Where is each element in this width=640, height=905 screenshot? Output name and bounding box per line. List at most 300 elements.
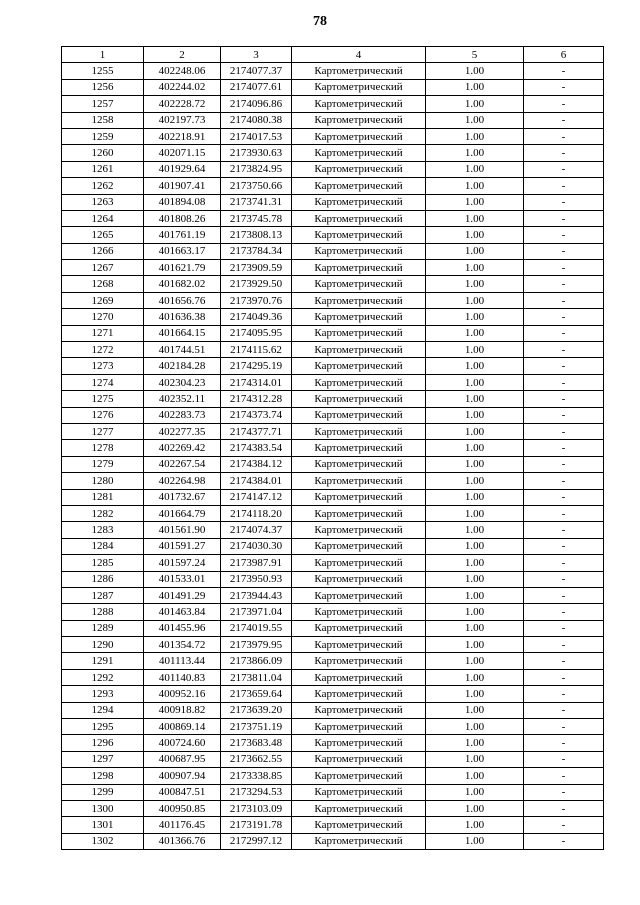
table-cell: Картометрический	[292, 784, 426, 800]
table-row	[62, 686, 604, 702]
table-cell: 1288	[62, 604, 144, 620]
column-header: 2	[144, 47, 221, 63]
table-cell: -	[524, 325, 604, 341]
table-cell: Картометрический	[292, 407, 426, 423]
table-cell: Картометрический	[292, 571, 426, 587]
table-cell: 1.00	[426, 522, 524, 538]
table-cell: 1.00	[426, 735, 524, 751]
table-row	[62, 604, 604, 620]
table-cell: 2174118.20	[221, 505, 292, 521]
table-cell: 401744.51	[144, 342, 221, 358]
table-cell: Картометрический	[292, 243, 426, 259]
table-cell: 1.00	[426, 112, 524, 128]
table-cell: 2173971.04	[221, 604, 292, 620]
table-cell: 1.00	[426, 161, 524, 177]
table-cell: 2173944.43	[221, 587, 292, 603]
table-cell: 400687.95	[144, 751, 221, 767]
table-row	[62, 391, 604, 407]
table-cell: 402248.06	[144, 63, 221, 79]
table-row	[62, 161, 604, 177]
table-row	[62, 63, 604, 79]
table-cell: 401591.27	[144, 538, 221, 554]
table-row	[62, 571, 604, 587]
table-cell: -	[524, 702, 604, 718]
table-cell: 401491.29	[144, 587, 221, 603]
table-cell: Картометрический	[292, 800, 426, 816]
table-row	[62, 637, 604, 653]
table-cell: 401894.08	[144, 194, 221, 210]
table-cell: 2173970.76	[221, 292, 292, 308]
table-cell: 1299	[62, 784, 144, 800]
page-number: 78	[313, 14, 327, 29]
table-cell: 1297	[62, 751, 144, 767]
table-row	[62, 784, 604, 800]
table-cell: 400950.85	[144, 800, 221, 816]
table-cell: Картометрический	[292, 145, 426, 161]
table-cell: -	[524, 440, 604, 456]
table-cell: Картометрический	[292, 423, 426, 439]
table-row	[62, 587, 604, 603]
table-cell: 1287	[62, 587, 144, 603]
table-row	[62, 505, 604, 521]
table-cell: 1.00	[426, 145, 524, 161]
table-cell: -	[524, 423, 604, 439]
table-cell: 1286	[62, 571, 144, 587]
table-cell: 2173808.13	[221, 227, 292, 243]
table-cell: -	[524, 227, 604, 243]
table-row	[62, 653, 604, 669]
table-cell: 401664.79	[144, 505, 221, 521]
table-row	[62, 423, 604, 439]
table-cell: 2174095.95	[221, 325, 292, 341]
table-cell: 1264	[62, 210, 144, 226]
table-cell: 2173979.95	[221, 637, 292, 653]
table-cell: Картометрический	[292, 702, 426, 718]
table-row	[62, 96, 604, 112]
table-cell: 1.00	[426, 555, 524, 571]
table-row	[62, 456, 604, 472]
table-cell: 402277.35	[144, 423, 221, 439]
table-cell: 2174096.86	[221, 96, 292, 112]
table-row	[62, 178, 604, 194]
table-cell: 1.00	[426, 227, 524, 243]
table-cell: 1284	[62, 538, 144, 554]
table-cell: 1266	[62, 243, 144, 259]
table-cell: 400907.94	[144, 768, 221, 784]
table-cell: Картометрический	[292, 604, 426, 620]
table-cell: 2174017.53	[221, 128, 292, 144]
table-cell: 1256	[62, 79, 144, 95]
table-cell: -	[524, 374, 604, 390]
table-cell: 1.00	[426, 423, 524, 439]
table-cell: 1278	[62, 440, 144, 456]
table-cell: 1.00	[426, 391, 524, 407]
table-cell: 1267	[62, 260, 144, 276]
table-cell: Картометрический	[292, 653, 426, 669]
table-row	[62, 276, 604, 292]
table-cell: 1.00	[426, 342, 524, 358]
table-cell: 2173866.09	[221, 653, 292, 669]
table-cell: 402267.54	[144, 456, 221, 472]
table-cell: 1270	[62, 309, 144, 325]
table-cell: 1255	[62, 63, 144, 79]
table-cell: 1.00	[426, 456, 524, 472]
table-cell: -	[524, 178, 604, 194]
table-cell: 2173662.55	[221, 751, 292, 767]
table-cell: 2172997.12	[221, 833, 292, 849]
table-cell: Картометрический	[292, 735, 426, 751]
table-cell: 1.00	[426, 784, 524, 800]
table-cell: -	[524, 276, 604, 292]
table-cell: 1296	[62, 735, 144, 751]
table-cell: Картометрический	[292, 833, 426, 849]
table-cell: 2174080.38	[221, 112, 292, 128]
table-cell: 2174077.37	[221, 63, 292, 79]
table-cell: 1.00	[426, 276, 524, 292]
table-cell: -	[524, 489, 604, 505]
table-cell: 1.00	[426, 538, 524, 554]
table-cell: 1.00	[426, 587, 524, 603]
table-cell: -	[524, 145, 604, 161]
table-cell: -	[524, 620, 604, 636]
table-cell: Картометрический	[292, 292, 426, 308]
table-row	[62, 358, 604, 374]
table-cell: 401366.76	[144, 833, 221, 849]
table-row	[62, 800, 604, 816]
table-cell: Картометрический	[292, 178, 426, 194]
table-row	[62, 79, 604, 95]
table-cell: -	[524, 309, 604, 325]
table-cell: 1259	[62, 128, 144, 144]
table-cell: -	[524, 161, 604, 177]
table-cell: 1268	[62, 276, 144, 292]
table-cell: 402228.72	[144, 96, 221, 112]
table-cell: 401636.38	[144, 309, 221, 325]
table-cell: -	[524, 571, 604, 587]
table-row	[62, 817, 604, 833]
table-cell: 1258	[62, 112, 144, 128]
table-cell: 1275	[62, 391, 144, 407]
column-header: 6	[524, 47, 604, 63]
table-cell: 1.00	[426, 243, 524, 259]
table-cell: 2173683.48	[221, 735, 292, 751]
table-cell: 2173987.91	[221, 555, 292, 571]
table-cell: 1277	[62, 423, 144, 439]
table-cell: Картометрический	[292, 112, 426, 128]
table-cell: 401664.15	[144, 325, 221, 341]
table-cell: 1.00	[426, 79, 524, 95]
table-cell: -	[524, 260, 604, 276]
table-cell: 1.00	[426, 292, 524, 308]
table-cell: 1.00	[426, 719, 524, 735]
table-cell: 1.00	[426, 505, 524, 521]
table-cell: 402071.15	[144, 145, 221, 161]
table-cell: 1.00	[426, 669, 524, 685]
table-cell: Картометрический	[292, 620, 426, 636]
table-row	[62, 702, 604, 718]
table-cell: -	[524, 407, 604, 423]
table-cell: -	[524, 210, 604, 226]
table-cell: Картометрический	[292, 817, 426, 833]
table-cell: 2173929.50	[221, 276, 292, 292]
table-cell: -	[524, 768, 604, 784]
table-cell: 2173659.64	[221, 686, 292, 702]
table-body	[62, 63, 604, 850]
table-row	[62, 292, 604, 308]
column-header: 1	[62, 47, 144, 63]
table-row	[62, 669, 604, 685]
table-cell: Картометрический	[292, 342, 426, 358]
table-cell: 2173191.78	[221, 817, 292, 833]
table-row	[62, 538, 604, 554]
table-cell: 2173745.78	[221, 210, 292, 226]
table-cell: 1293	[62, 686, 144, 702]
table-cell: 1283	[62, 522, 144, 538]
table-row	[62, 145, 604, 161]
table-cell: 401354.72	[144, 637, 221, 653]
table-cell: 401113.44	[144, 653, 221, 669]
table-cell: Картометрический	[292, 522, 426, 538]
table-cell: 400847.51	[144, 784, 221, 800]
table-cell: 2173751.19	[221, 719, 292, 735]
table-cell: 1.00	[426, 637, 524, 653]
table-cell: -	[524, 637, 604, 653]
table-cell: Картометрический	[292, 260, 426, 276]
table-cell: 1263	[62, 194, 144, 210]
table-cell: 401561.90	[144, 522, 221, 538]
table-cell: 400724.60	[144, 735, 221, 751]
table-cell: -	[524, 292, 604, 308]
column-header: 4	[292, 47, 426, 63]
table-cell: 1.00	[426, 374, 524, 390]
table-cell: 2173909.59	[221, 260, 292, 276]
table-cell: -	[524, 79, 604, 95]
table-cell: 2174019.55	[221, 620, 292, 636]
table-cell: 402197.73	[144, 112, 221, 128]
table-row	[62, 522, 604, 538]
table-cell: 1262	[62, 178, 144, 194]
table-cell: Картометрический	[292, 210, 426, 226]
table-row	[62, 342, 604, 358]
table-cell: Картометрический	[292, 79, 426, 95]
table-cell: -	[524, 112, 604, 128]
table-cell: 401533.01	[144, 571, 221, 587]
table-cell: 401656.76	[144, 292, 221, 308]
table-cell: 2174115.62	[221, 342, 292, 358]
table-cell: 2173811.04	[221, 669, 292, 685]
table-cell: 1.00	[426, 440, 524, 456]
table-row	[62, 227, 604, 243]
table-cell: Картометрический	[292, 194, 426, 210]
table-cell: 1276	[62, 407, 144, 423]
table-row	[62, 473, 604, 489]
table-cell: -	[524, 96, 604, 112]
table-cell: 2173741.31	[221, 194, 292, 210]
table-cell: 1265	[62, 227, 144, 243]
table-row	[62, 555, 604, 571]
table-cell: 2174377.71	[221, 423, 292, 439]
table-cell: 1.00	[426, 604, 524, 620]
table-cell: Картометрический	[292, 489, 426, 505]
table-cell: -	[524, 735, 604, 751]
table-cell: 401929.64	[144, 161, 221, 177]
table-cell: Картометрический	[292, 276, 426, 292]
table-cell: -	[524, 800, 604, 816]
table-cell: -	[524, 456, 604, 472]
table-cell: 1257	[62, 96, 144, 112]
table-cell: 401176.45	[144, 817, 221, 833]
table-cell: 1292	[62, 669, 144, 685]
table-cell: 1.00	[426, 489, 524, 505]
table-cell: -	[524, 342, 604, 358]
table-cell: 2174383.54	[221, 440, 292, 456]
table-cell: 1294	[62, 702, 144, 718]
table-cell: 1.00	[426, 620, 524, 636]
table-cell: 2173338.85	[221, 768, 292, 784]
table-cell: -	[524, 604, 604, 620]
table-cell: Картометрический	[292, 358, 426, 374]
table-row	[62, 751, 604, 767]
table-cell: Картометрический	[292, 686, 426, 702]
table-cell: -	[524, 243, 604, 259]
table-cell: 1280	[62, 473, 144, 489]
table-cell: 2174384.01	[221, 473, 292, 489]
table-cell: Картометрический	[292, 374, 426, 390]
table-cell: -	[524, 194, 604, 210]
table-cell: 402283.73	[144, 407, 221, 423]
column-header: 5	[426, 47, 524, 63]
table-cell: 2174384.12	[221, 456, 292, 472]
table-cell: 1281	[62, 489, 144, 505]
table-cell: 1.00	[426, 768, 524, 784]
table-cell: 1273	[62, 358, 144, 374]
table-cell: 401621.79	[144, 260, 221, 276]
table-row	[62, 374, 604, 390]
table-cell: -	[524, 473, 604, 489]
table-cell: 400918.82	[144, 702, 221, 718]
table-cell: Картометрический	[292, 63, 426, 79]
table-cell: 401907.41	[144, 178, 221, 194]
table-cell: 1.00	[426, 571, 524, 587]
table-cell: 1.00	[426, 178, 524, 194]
table-cell: -	[524, 784, 604, 800]
table-cell: 1282	[62, 505, 144, 521]
table-cell: 1.00	[426, 686, 524, 702]
table-cell: -	[524, 63, 604, 79]
table-cell: 1.00	[426, 128, 524, 144]
table-cell: -	[524, 587, 604, 603]
table-cell: 2173103.09	[221, 800, 292, 816]
table-row	[62, 735, 604, 751]
table-cell: Картометрический	[292, 325, 426, 341]
table-cell: Картометрический	[292, 719, 426, 735]
table-cell: -	[524, 817, 604, 833]
table-cell: 2173824.95	[221, 161, 292, 177]
table-cell: 401597.24	[144, 555, 221, 571]
table-cell: 2173950.93	[221, 571, 292, 587]
table-cell: 1300	[62, 800, 144, 816]
table-row	[62, 489, 604, 505]
table-cell: Картометрический	[292, 128, 426, 144]
table-cell: 400869.14	[144, 719, 221, 735]
table-cell: 1.00	[426, 817, 524, 833]
table-cell: 1.00	[426, 260, 524, 276]
table-cell: Картометрический	[292, 96, 426, 112]
table-cell: 1260	[62, 145, 144, 161]
table-cell: 401808.26	[144, 210, 221, 226]
table-row	[62, 620, 604, 636]
table-cell: 401732.67	[144, 489, 221, 505]
table-row	[62, 833, 604, 849]
table-cell: 2174373.74	[221, 407, 292, 423]
table-cell: -	[524, 555, 604, 571]
table-cell: 1261	[62, 161, 144, 177]
table-row	[62, 768, 604, 784]
table-cell: 2174077.61	[221, 79, 292, 95]
table-cell: 1269	[62, 292, 144, 308]
table-row	[62, 719, 604, 735]
table-cell: 1.00	[426, 473, 524, 489]
table-cell: Картометрический	[292, 555, 426, 571]
table-cell: -	[524, 653, 604, 669]
table-cell: 1.00	[426, 96, 524, 112]
table-cell: -	[524, 505, 604, 521]
table-row	[62, 194, 604, 210]
table-cell: 1302	[62, 833, 144, 849]
table-row	[62, 407, 604, 423]
table-header-row	[62, 47, 604, 63]
table-cell: 1271	[62, 325, 144, 341]
table-cell: 1.00	[426, 194, 524, 210]
table-cell: 1.00	[426, 407, 524, 423]
table-cell: 2173784.34	[221, 243, 292, 259]
table-cell: -	[524, 538, 604, 554]
table-cell: 402218.91	[144, 128, 221, 144]
table-cell: 1.00	[426, 653, 524, 669]
table-cell: 1298	[62, 768, 144, 784]
table-cell: Картометрический	[292, 440, 426, 456]
table-cell: Картометрический	[292, 587, 426, 603]
table-row	[62, 325, 604, 341]
table-cell: 1.00	[426, 358, 524, 374]
table-cell: 401140.83	[144, 669, 221, 685]
table-cell: 401463.84	[144, 604, 221, 620]
table-cell: Картометрический	[292, 505, 426, 521]
table-cell: 1.00	[426, 751, 524, 767]
table-cell: Картометрический	[292, 768, 426, 784]
table-cell: 402244.02	[144, 79, 221, 95]
table-cell: Картометрический	[292, 538, 426, 554]
table-cell: 2173750.66	[221, 178, 292, 194]
table-cell: 401663.17	[144, 243, 221, 259]
table-cell: -	[524, 391, 604, 407]
table-cell: 402352.11	[144, 391, 221, 407]
table-cell: 2173294.53	[221, 784, 292, 800]
table-cell: Картометрический	[292, 227, 426, 243]
table-cell: 402269.42	[144, 440, 221, 456]
table-cell: 1290	[62, 637, 144, 653]
table-cell: -	[524, 669, 604, 685]
table-cell: 2174049.36	[221, 309, 292, 325]
table-row	[62, 260, 604, 276]
table-cell: -	[524, 358, 604, 374]
table-cell: 1301	[62, 817, 144, 833]
table-cell: 402264.98	[144, 473, 221, 489]
table-cell: 2173639.20	[221, 702, 292, 718]
table-cell: 1279	[62, 456, 144, 472]
table-row	[62, 243, 604, 259]
table-row	[62, 112, 604, 128]
